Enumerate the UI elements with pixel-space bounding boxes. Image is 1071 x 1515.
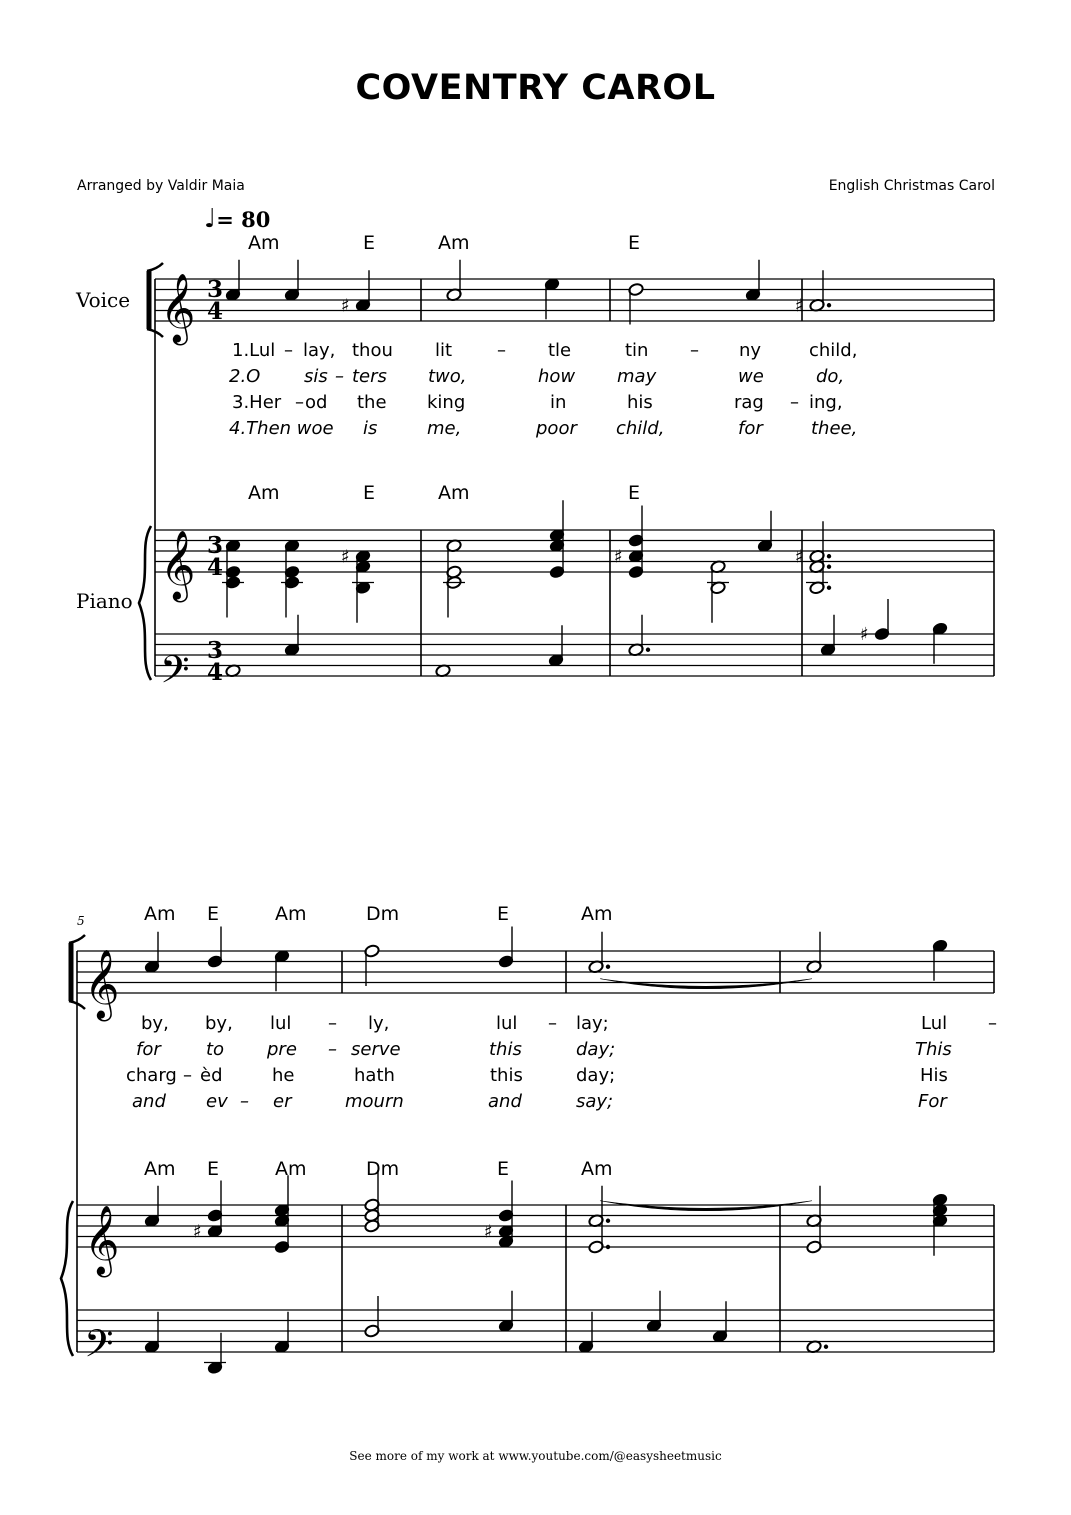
lyric-syllable: – (497, 340, 506, 361)
lyric-syllable: – (335, 366, 344, 387)
chord-symbol: Am (275, 903, 307, 925)
brace (61, 1201, 73, 1356)
lyrics-verse-1 (141, 1013, 997, 1034)
chord-symbol: E (497, 1158, 510, 1180)
arranger-credit: Arranged by Valdir Maia (77, 178, 245, 194)
lyric-syllable: 1.Lul (232, 340, 276, 361)
treble-clef-icon: 𝄞 (160, 530, 196, 600)
lyric-syllable: – (548, 1013, 557, 1034)
lyric-syllable: lay, (303, 340, 336, 361)
lyric-syllable: 4.Then woe (229, 418, 334, 439)
augmentation-dot (606, 1219, 610, 1223)
treble-clef-icon: 𝄞 (84, 949, 120, 1019)
source-credit: English Christmas Carol (828, 178, 995, 194)
quarter-note-icon: ♩ (204, 204, 217, 234)
lyric-syllable: and (488, 1091, 522, 1112)
chord-symbol: Dm (366, 903, 400, 925)
chord-symbol: E (497, 903, 510, 925)
lyric-syllable: ny (739, 340, 762, 361)
chord-symbol: Am (581, 903, 613, 925)
bracket-hook (147, 263, 163, 271)
lyric-syllable: by, (141, 1013, 169, 1034)
treble-clef-icon: 𝄞 (84, 1205, 120, 1275)
chord-symbol: Am (144, 903, 176, 925)
lyric-syllable: by, (205, 1013, 233, 1034)
lyric-syllable: ing, (809, 392, 843, 413)
chord-symbol: Am (581, 1158, 613, 1180)
lyrics-verse-4 (132, 1091, 948, 1112)
lyric-syllable: 2.O (229, 366, 261, 387)
lyric-syllable: he (272, 1065, 295, 1086)
lyric-syllable: sis (304, 366, 328, 387)
lyric-syllable: – (284, 340, 293, 361)
time-signature-top: 3 (207, 637, 224, 664)
lyric-syllable: and (132, 1091, 166, 1112)
chord-symbol: E (628, 232, 641, 254)
augmentation-dot (827, 303, 831, 307)
lyric-syllable: is (363, 418, 378, 439)
augmentation-dot (824, 1345, 828, 1349)
lyric-syllable: This (915, 1039, 952, 1060)
lyric-syllable: the (357, 392, 387, 413)
lyrics-verse-2 (229, 366, 844, 387)
chord-symbol: Am (248, 482, 280, 504)
treble-clef-icon: 𝄞 (160, 273, 196, 343)
voice-label: Voice (76, 288, 131, 312)
time-signature-bottom: 4 (207, 659, 224, 686)
lyric-syllable: His (920, 1065, 948, 1086)
lyric-syllable: lul (496, 1013, 518, 1034)
lyric-syllable: this (489, 1039, 522, 1060)
sharp-icon: ♯ (614, 546, 623, 568)
footer-link-text: See more of my work at www.youtube.com/@easysheetmusic (349, 1449, 722, 1463)
lyrics-verse-3 (126, 1065, 948, 1086)
lyric-syllable: – (183, 1065, 192, 1086)
augmentation-dot (606, 965, 610, 969)
lyric-syllable: two, (428, 366, 467, 387)
sharp-icon: ♯ (795, 295, 804, 317)
lyric-syllable: child, (616, 418, 665, 439)
chord-symbol: Am (275, 1158, 307, 1180)
lyrics-verse-2 (136, 1039, 952, 1060)
time-signature-top: 3 (207, 276, 224, 303)
lyric-syllable: say; (576, 1091, 614, 1112)
lyric-syllable: to (206, 1039, 225, 1060)
bracket-hook (69, 935, 85, 943)
lyric-syllable: ters (352, 366, 387, 387)
lyric-syllable: rag (734, 392, 764, 413)
sharp-icon: ♯ (341, 295, 350, 317)
lyric-syllable: mourn (345, 1091, 404, 1112)
lyric-syllable: in (550, 392, 567, 413)
sharp-icon: ♯ (484, 1221, 493, 1243)
lyric-syllable: pre (267, 1039, 297, 1060)
chord-symbol: E (207, 1158, 220, 1180)
lyric-syllable: – (690, 340, 699, 361)
lyric-syllable: hath (354, 1065, 395, 1086)
time-signature-bottom: 4 (207, 554, 224, 581)
lyric-syllable: day; (576, 1039, 616, 1060)
lyric-syllable: for (136, 1039, 161, 1060)
lyric-syllable: may (617, 366, 657, 387)
lyric-syllable: thee, (811, 418, 858, 439)
lyrics-verse-3 (232, 392, 843, 413)
chord-symbol: Am (438, 482, 470, 504)
augmentation-dot (827, 565, 831, 569)
lyric-syllable: poor (536, 418, 577, 439)
lyric-syllable: 3.Her (232, 392, 282, 413)
lyric-syllable: me, (427, 418, 462, 439)
tempo-value: = 80 (216, 207, 271, 232)
lyric-syllable: tin (625, 340, 649, 361)
lyrics-verse-1 (232, 340, 857, 361)
chord-symbol: E (628, 482, 641, 504)
sharp-icon: ♯ (341, 546, 350, 568)
time-signature-bottom: 4 (207, 298, 224, 325)
lyric-syllable: – (295, 392, 304, 413)
augmentation-dot (606, 1245, 610, 1249)
chord-symbol: E (207, 903, 220, 925)
brace (139, 526, 151, 680)
page-title: COVENTRY CAROL (355, 68, 716, 108)
lyric-syllable: – (240, 1091, 249, 1112)
sharp-icon: ♯ (795, 546, 804, 568)
lyric-syllable: lul (270, 1013, 292, 1034)
chord-symbol: Am (438, 232, 470, 254)
lyric-syllable: er (273, 1091, 292, 1112)
augmentation-dot (827, 586, 831, 590)
lyric-syllable: for (738, 418, 763, 439)
lyric-syllable: we (738, 366, 764, 387)
chord-symbol: Am (248, 232, 280, 254)
lyric-syllable: lay; (576, 1013, 609, 1034)
augmentation-dot (646, 648, 650, 652)
lyric-syllable: – (328, 1013, 337, 1034)
lyric-syllable: charg (126, 1065, 177, 1086)
chord-symbol: Am (144, 1158, 176, 1180)
barlines (77, 279, 994, 1352)
lyric-syllable: king (427, 392, 466, 413)
lyric-syllable: how (538, 366, 576, 387)
chord-symbol: E (363, 232, 376, 254)
lyric-syllable: serve (351, 1039, 401, 1060)
sharp-icon: ♯ (860, 624, 869, 645)
measure-number: 5 (77, 914, 85, 928)
lyric-syllable: lit (435, 340, 453, 361)
time-signature-top: 3 (207, 532, 224, 559)
bass-clef-icon: 𝄢 (160, 647, 190, 701)
lyric-syllable: – (988, 1013, 997, 1034)
piano-label: Piano (76, 589, 133, 613)
lyric-syllable: – (328, 1039, 337, 1060)
lyric-syllable: do, (816, 366, 845, 387)
staff-lines (77, 279, 994, 1352)
chord-symbol: E (363, 482, 376, 504)
lyric-syllable: ly, (368, 1013, 390, 1034)
chord-symbol: Dm (366, 1158, 400, 1180)
lyric-syllable: this (490, 1065, 523, 1086)
bass-clef-icon: 𝄢 (84, 1321, 114, 1375)
lyric-syllable: day; (576, 1065, 616, 1086)
lyric-syllable: For (918, 1091, 947, 1112)
augmentation-dot (827, 554, 831, 558)
lyric-syllable: his (627, 392, 653, 413)
sharp-icon: ♯ (193, 1221, 202, 1243)
lyric-syllable: tle (548, 340, 572, 361)
lyric-syllable: od (305, 392, 328, 413)
lyric-syllable: Lul (921, 1013, 948, 1034)
lyric-syllable: child, (809, 340, 858, 361)
lyric-syllable: ev (206, 1091, 228, 1112)
lyrics-verse-4 (229, 418, 857, 439)
lyric-syllable: èd (200, 1065, 223, 1086)
lyric-syllable: – (790, 392, 799, 413)
lyric-syllable: thou (352, 340, 393, 361)
